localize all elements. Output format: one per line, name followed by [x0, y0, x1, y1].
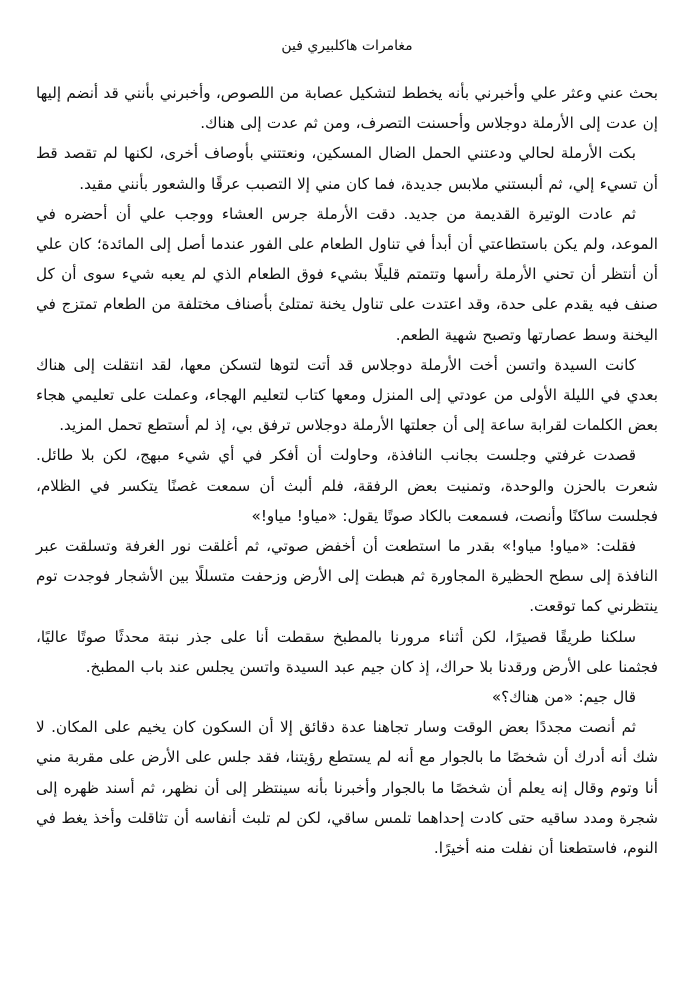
- paragraph-5: قصدت غرفتي وجلست بجانب النافذة، وحاولت أن أفكر في أي شيء مبهج، لكن بلا طائل. شعرت بالحزن والوحدة، وتمنيت بعض الرفقة، فلم ألبث أن سمعت غصنًا يتكسر في الظلام، فجلست ساكنًا وأنصت، فسمعت بالكاد صوتًا يقول: «مياو! مياو!»: [36, 446, 658, 525]
- paragraph-7: سلكنا طريقًا قصيرًا، لكن أثناء مرورنا بالمطبخ سقطت أنا على جذر نبتة محدثًا صوتًا عاليًا، فجثمنا على الأرض ورقدنا بلا حراك، إذ كان جيم عبد السيدة واتسن يجلس عند باب المطبخ.: [36, 627, 658, 676]
- paragraph-9: ثم أنصت مجددًا بعض الوقت وسار تجاهنا عدة دقائق إلا أن السكون كان يخيم على المكان. لا شك أنه أدرك أن شخصًا ما بالجوار مع أنه لم يستطع رؤيتنا، فقد جلس على الأرض على مقربة مني أنا وتوم وقال إنه يعلم أن شخصًا ما بالجوار وأخبرنا بأنه سينتظر إلى أن نظهر، ثم أسند ظهره إلى شجرة ومدد ساقيه حتى كادت إحداهما تلمس ساقي، لكن لم تلبث أنفاسه أن تثاقلت وأخذ يغط في النوم، فاستطعنا أن نفلت منه أخيرًا.: [36, 718, 658, 858]
- body-text: [36, 78, 658, 863]
- paragraph-1: بحث عني وعثر علي وأخبرني بأنه يخطط لتشكيل عصابة من اللصوص، وأخبرني بأنني قد أنضم إليها إن عدت إلى الأرملة دوجلاس وأحسنت التصرف، ومن ثم عدت إلى هناك.: [36, 84, 658, 133]
- paragraph-3: ثم عادت الوتيرة القديمة من جديد. دقت الأرملة جرس العشاء ووجب علي أن أحضره في الموعد، ولم يكن باستطاعتي أن أبدأ في تناول الطعام على الفور عندما أصل إلى المائدة؛ كان علي أن أنتظر أن تحني الأرملة رأسها وتتمتم قليلًا بشيء فوق الطعام الذي لم يعبه شيء سوى أن كل صنف فيه يقدم على حدة، وقد اعتدت على تناول يخنة تمتلئ بأصناف مختلفة من الطعام تمتزج في اليخنة وسط عصارتها وتصبح شهية الطعم.: [36, 204, 658, 344]
- paragraph-6: فقلت: «مياو! مياو!» بقدر ما استطعت أن أخفض صوتي، ثم أغلقت نور الغرفة وتسلقت عبر النافذة إلى سطح الحظيرة المجاورة ثم هبطت إلى الأرض وزحفت متسللًا بين الأشجار فوجدت توم ينتظرني كما توقعت.: [36, 537, 658, 616]
- paragraph-8: قال جيم: «من هناك؟»: [491, 688, 636, 707]
- book-page: [36, 0, 658, 1000]
- paragraph-2: بكت الأرملة لحالي ودعتني الحمل الضال المسكين، ونعتتني بأوصاف أخرى، لكنها لم تقصد قط أن تسيء إلي، ثم ألبستني ملابس جديدة، فما كان مني إلا التصبب عرقًا والشعور بأنني مقيد.: [36, 144, 658, 193]
- paragraph-4: كانت السيدة واتسن أخت الأرملة دوجلاس قد أتت لتوها لتسكن معها، لقد انتقلت إلى هناك بعدي في الليلة الأولى من عودتي إلى المنزل ومعها كتاب لتعليم الهجاء، وعملت على تعليمي هجاء بعض الكلمات لقرابة ساعة إلى أن جعلتها الأرملة دوجلاس ترفق بي، إذ لم أستطع تحمل المزيد.: [36, 355, 658, 435]
- running-header: مغامرات هاكلبيري فين: [281, 38, 413, 54]
